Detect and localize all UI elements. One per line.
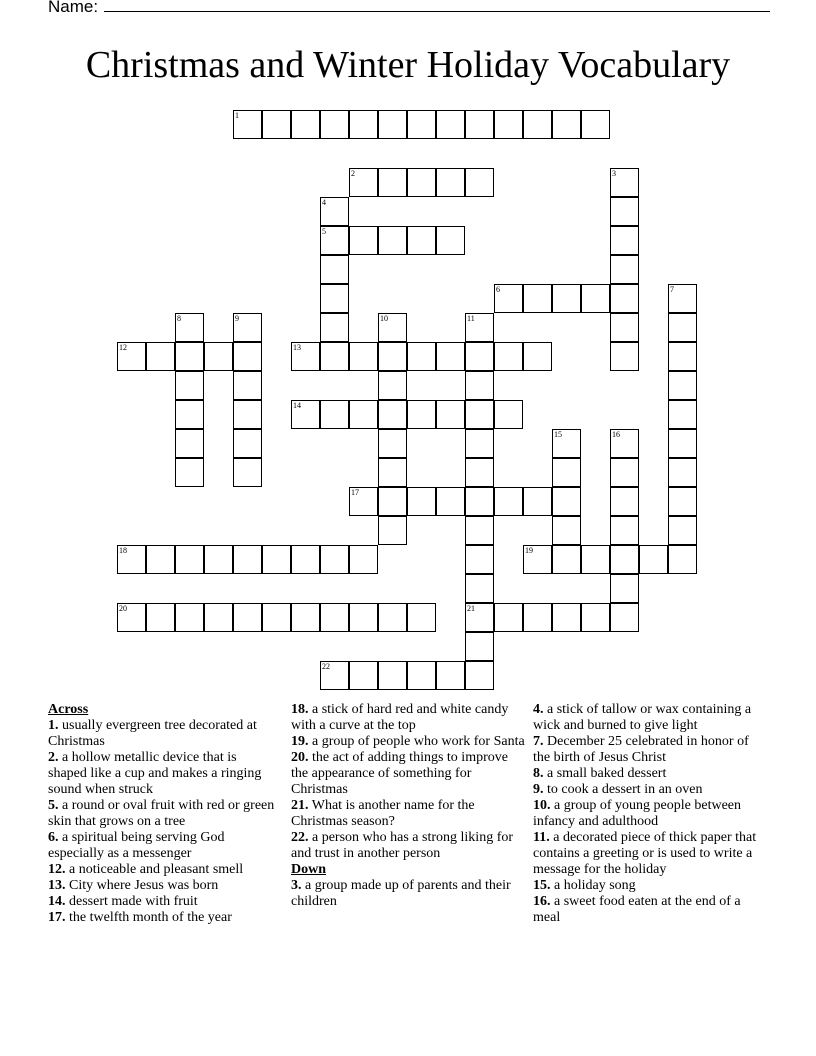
- grid-cell[interactable]: [320, 545, 349, 574]
- grid-cell[interactable]: [465, 603, 494, 632]
- grid-cell[interactable]: [523, 342, 552, 371]
- grid-cell[interactable]: [175, 400, 204, 429]
- clue-item-number: 17.: [48, 910, 66, 925]
- grid-cell[interactable]: [407, 168, 436, 197]
- clue-item-number: 5.: [48, 798, 59, 813]
- clue-item: [48, 718, 278, 750]
- clue-item-number: 11.: [533, 830, 550, 845]
- clue-item-number: 13.: [48, 878, 66, 893]
- grid-cell[interactable]: [320, 661, 349, 690]
- clue-number-5: 5: [322, 227, 326, 236]
- grid-cell[interactable]: [117, 603, 146, 632]
- grid-cell[interactable]: [436, 168, 465, 197]
- grid-cell[interactable]: [320, 197, 349, 226]
- grid-cell[interactable]: [610, 313, 639, 342]
- clue-item-text: a person who has a strong liking for and trust in another person: [291, 830, 514, 861]
- grid-cell[interactable]: [465, 400, 494, 429]
- grid-cell[interactable]: [320, 342, 349, 371]
- clue-item: [291, 750, 527, 798]
- grid-cell[interactable]: [581, 110, 610, 139]
- clue-item-text: a holiday song: [550, 878, 636, 893]
- grid-cell[interactable]: [610, 574, 639, 603]
- grid-cell[interactable]: [494, 110, 523, 139]
- clue-item-number: 1.: [48, 718, 59, 733]
- clue-item-text: a decorated piece of thick paper that contains a greeting or is used to write a message for the holiday: [533, 830, 757, 877]
- clue-item-number: 6.: [48, 830, 59, 845]
- grid-cell[interactable]: [523, 284, 552, 313]
- grid-cell[interactable]: [233, 603, 262, 632]
- clue-item: [48, 878, 278, 894]
- grid-cell[interactable]: [407, 110, 436, 139]
- grid-cell[interactable]: [262, 545, 291, 574]
- clue-item-number: 10.: [533, 798, 551, 813]
- clue-item-number: 4.: [533, 702, 544, 717]
- grid-cell[interactable]: [349, 545, 378, 574]
- clue-item-number: 8.: [533, 766, 544, 781]
- grid-cell[interactable]: [291, 400, 320, 429]
- clue-item: [291, 734, 527, 750]
- grid-cell[interactable]: [552, 545, 581, 574]
- grid-cell[interactable]: [610, 168, 639, 197]
- grid-cell[interactable]: [204, 342, 233, 371]
- clue-item-text: a sweet food eaten at the end of a meal: [533, 894, 741, 925]
- clue-item-text: a round or oval fruit with red or green skin that grows on a tree: [48, 798, 275, 829]
- grid-cell[interactable]: [668, 429, 697, 458]
- grid-cell[interactable]: [291, 110, 320, 139]
- grid-cell[interactable]: [349, 168, 378, 197]
- grid-cell[interactable]: [436, 661, 465, 690]
- grid-cell[interactable]: [204, 545, 233, 574]
- clue-item: [48, 830, 278, 862]
- grid-cell[interactable]: [552, 429, 581, 458]
- clue-item-text: a noticeable and pleasant smell: [65, 862, 244, 877]
- grid-cell[interactable]: [175, 313, 204, 342]
- clue-item-text: a hollow metallic device that is shaped like a cup and makes a ringing sound when struck: [48, 750, 262, 797]
- grid-cell[interactable]: [581, 545, 610, 574]
- grid-cell[interactable]: [175, 603, 204, 632]
- clue-column-3: [533, 702, 761, 926]
- grid-cell[interactable]: [378, 458, 407, 487]
- grid-cell[interactable]: [117, 545, 146, 574]
- clue-number-2: 2: [351, 169, 355, 178]
- grid-cell[interactable]: [146, 545, 175, 574]
- grid-cell[interactable]: [378, 400, 407, 429]
- grid-cell[interactable]: [668, 313, 697, 342]
- grid-cell[interactable]: [552, 603, 581, 632]
- grid-cell[interactable]: [378, 661, 407, 690]
- clue-item: [533, 894, 761, 926]
- clue-column-1: [48, 702, 278, 926]
- clue-item-text: a stick of hard red and white candy with a curve at the top: [291, 702, 509, 733]
- grid-cell[interactable]: [668, 487, 697, 516]
- clue-number-11: 11: [467, 314, 475, 323]
- grid-cell[interactable]: [465, 458, 494, 487]
- grid-cell[interactable]: [465, 661, 494, 690]
- grid-cell[interactable]: [349, 661, 378, 690]
- clue-number-17: 17: [351, 488, 359, 497]
- grid-cell[interactable]: [378, 110, 407, 139]
- clue-item-text: dessert made with fruit: [65, 894, 198, 909]
- clue-item: [291, 798, 527, 830]
- grid-cell[interactable]: [233, 110, 262, 139]
- clue-number-14: 14: [293, 401, 301, 410]
- clue-item-text: a small baked dessert: [543, 766, 667, 781]
- grid-cell[interactable]: [175, 429, 204, 458]
- clue-item-text: to cook a dessert in an oven: [543, 782, 703, 797]
- grid-cell[interactable]: [436, 487, 465, 516]
- grid-cell[interactable]: [378, 429, 407, 458]
- grid-cell[interactable]: [668, 516, 697, 545]
- grid-cell[interactable]: [494, 487, 523, 516]
- grid-cell[interactable]: [407, 661, 436, 690]
- clue-number-18: 18: [119, 546, 127, 555]
- clue-number-1: 1: [235, 111, 239, 120]
- clue-item: [48, 862, 278, 878]
- grid-cell[interactable]: [610, 429, 639, 458]
- grid-cell[interactable]: [610, 197, 639, 226]
- grid-cell[interactable]: [494, 342, 523, 371]
- grid-cell[interactable]: [320, 284, 349, 313]
- grid-cell[interactable]: [552, 284, 581, 313]
- grid-cell[interactable]: [378, 516, 407, 545]
- grid-cell[interactable]: [233, 342, 262, 371]
- clue-item-number: 3.: [291, 878, 302, 893]
- clue-item: [533, 830, 761, 878]
- grid-cell[interactable]: [378, 603, 407, 632]
- grid-cell[interactable]: [233, 371, 262, 400]
- grid-cell[interactable]: [668, 545, 697, 574]
- grid-cell[interactable]: [320, 255, 349, 284]
- grid-cell[interactable]: [436, 226, 465, 255]
- grid-cell[interactable]: [175, 458, 204, 487]
- grid-cell[interactable]: [494, 603, 523, 632]
- clue-number-20: 20: [119, 604, 127, 613]
- clue-item-number: 19.: [291, 734, 309, 749]
- grid-cell[interactable]: [349, 603, 378, 632]
- grid-cell[interactable]: [146, 342, 175, 371]
- grid-cell[interactable]: [523, 603, 552, 632]
- grid-cell[interactable]: [320, 226, 349, 255]
- grid-cell[interactable]: [494, 400, 523, 429]
- grid-cell[interactable]: [465, 342, 494, 371]
- clue-number-12: 12: [119, 343, 127, 352]
- clue-item-text: a spiritual being serving God especially as a messenger: [48, 830, 225, 861]
- grid-cell[interactable]: [668, 458, 697, 487]
- grid-cell[interactable]: [349, 226, 378, 255]
- clue-item: [533, 798, 761, 830]
- grid-cell[interactable]: [465, 516, 494, 545]
- grid-cell[interactable]: [407, 400, 436, 429]
- clue-number-8: 8: [177, 314, 181, 323]
- grid-cell[interactable]: [349, 400, 378, 429]
- grid-cell[interactable]: [233, 400, 262, 429]
- grid-cell[interactable]: [378, 313, 407, 342]
- grid-cell[interactable]: [552, 487, 581, 516]
- grid-cell[interactable]: [523, 110, 552, 139]
- grid-cell[interactable]: [233, 545, 262, 574]
- name-label: Name:: [48, 0, 99, 16]
- grid-cell[interactable]: [378, 487, 407, 516]
- grid-cell[interactable]: [436, 400, 465, 429]
- clue-item: [533, 878, 761, 894]
- clue-item-number: 2.: [48, 750, 59, 765]
- clue-item: [533, 766, 761, 782]
- clue-item-number: 9.: [533, 782, 544, 797]
- grid-cell[interactable]: [610, 603, 639, 632]
- grid-cell[interactable]: [668, 342, 697, 371]
- grid-cell[interactable]: [668, 284, 697, 313]
- clue-number-6: 6: [496, 285, 500, 294]
- clue-number-13: 13: [293, 343, 301, 352]
- clue-number-22: 22: [322, 662, 330, 671]
- grid-cell[interactable]: [581, 603, 610, 632]
- clue-item-text: a group of young people between infancy and adulthood: [533, 798, 741, 829]
- clue-number-16: 16: [612, 430, 620, 439]
- grid-cell[interactable]: [175, 371, 204, 400]
- clue-heading-across: Across: [48, 702, 89, 717]
- grid-cell[interactable]: [610, 458, 639, 487]
- grid-cell[interactable]: [610, 342, 639, 371]
- grid-cell[interactable]: [465, 313, 494, 342]
- grid-cell[interactable]: [407, 342, 436, 371]
- grid-cell[interactable]: [291, 603, 320, 632]
- clue-item-number: 21.: [291, 798, 309, 813]
- grid-cell[interactable]: [610, 545, 639, 574]
- grid-cell[interactable]: [523, 487, 552, 516]
- grid-cell[interactable]: [320, 110, 349, 139]
- grid-cell[interactable]: [204, 603, 233, 632]
- grid-cell[interactable]: [349, 487, 378, 516]
- clue-item-number: 12.: [48, 862, 66, 877]
- grid-cell[interactable]: [262, 603, 291, 632]
- clue-item: [48, 910, 278, 926]
- grid-cell[interactable]: [378, 342, 407, 371]
- clue-number-21: 21: [467, 604, 475, 613]
- grid-cell[interactable]: [610, 226, 639, 255]
- grid-cell[interactable]: [552, 110, 581, 139]
- grid-cell[interactable]: [465, 574, 494, 603]
- grid-cell[interactable]: [146, 603, 175, 632]
- grid-cell[interactable]: [552, 458, 581, 487]
- grid-cell[interactable]: [175, 545, 204, 574]
- clue-number-19: 19: [525, 546, 533, 555]
- grid-cell[interactable]: [610, 255, 639, 284]
- clue-item-number: 15.: [533, 878, 551, 893]
- grid-cell[interactable]: [349, 110, 378, 139]
- clue-heading-down: Down: [291, 862, 327, 877]
- grid-cell[interactable]: [175, 342, 204, 371]
- grid-cell[interactable]: [552, 516, 581, 545]
- clue-item: [291, 702, 527, 734]
- clue-item: [48, 798, 278, 830]
- clue-number-9: 9: [235, 314, 239, 323]
- grid-cell[interactable]: [407, 226, 436, 255]
- clue-item-text: the act of adding things to improve the appearance of something for Christmas: [291, 750, 508, 797]
- grid-cell[interactable]: [233, 429, 262, 458]
- page-title: Christmas and Winter Holiday Vocabulary: [85, 44, 731, 86]
- grid-cell[interactable]: [436, 110, 465, 139]
- grid-cell[interactable]: [117, 342, 146, 371]
- clue-item-number: 14.: [48, 894, 66, 909]
- grid-cell[interactable]: [465, 545, 494, 574]
- grid-cell[interactable]: [494, 284, 523, 313]
- clue-number-3: 3: [612, 169, 616, 178]
- grid-cell[interactable]: [581, 284, 610, 313]
- clue-number-10: 10: [380, 314, 388, 323]
- grid-cell[interactable]: [465, 168, 494, 197]
- clue-item-text: a group made up of parents and their children: [291, 878, 511, 909]
- clue-item-number: 18.: [291, 702, 309, 717]
- grid-cell[interactable]: [378, 168, 407, 197]
- clue-item: [533, 734, 761, 766]
- clue-item-text: What is another name for the Christmas season?: [291, 798, 475, 829]
- clue-item-number: 20.: [291, 750, 309, 765]
- grid-cell[interactable]: [320, 400, 349, 429]
- grid-cell[interactable]: [233, 458, 262, 487]
- grid-cell[interactable]: [465, 632, 494, 661]
- grid-cell[interactable]: [378, 226, 407, 255]
- clue-item-text: a stick of tallow or wax containing a wick and burned to give light: [533, 702, 752, 733]
- clue-item: [533, 702, 761, 734]
- grid-cell[interactable]: [610, 284, 639, 313]
- grid-cell[interactable]: [291, 342, 320, 371]
- grid-cell[interactable]: [668, 371, 697, 400]
- grid-cell[interactable]: [233, 313, 262, 342]
- clue-item: [291, 878, 527, 910]
- grid-cell[interactable]: [320, 313, 349, 342]
- grid-cell[interactable]: [668, 400, 697, 429]
- clue-item-text: City where Jesus was born: [65, 878, 219, 893]
- grid-cell[interactable]: [291, 545, 320, 574]
- grid-cell[interactable]: [523, 545, 552, 574]
- clue-column-2: [291, 702, 527, 910]
- clue-number-4: 4: [322, 198, 326, 207]
- clue-item-text: a group of people who work for Santa: [308, 734, 525, 749]
- grid-cell[interactable]: [610, 516, 639, 545]
- clue-item-number: 7.: [533, 734, 544, 749]
- grid-cell[interactable]: [320, 603, 349, 632]
- grid-cell[interactable]: [465, 371, 494, 400]
- grid-cell[interactable]: [349, 342, 378, 371]
- grid-cell[interactable]: [465, 487, 494, 516]
- clue-number-7: 7: [670, 285, 674, 294]
- clue-item: [48, 894, 278, 910]
- clue-number-15: 15: [554, 430, 562, 439]
- grid-cell[interactable]: [262, 110, 291, 139]
- grid-cell[interactable]: [610, 487, 639, 516]
- clue-item-number: 16.: [533, 894, 551, 909]
- grid-cell[interactable]: [407, 603, 436, 632]
- grid-cell[interactable]: [436, 342, 465, 371]
- clue-item: [533, 782, 761, 798]
- grid-cell[interactable]: [465, 110, 494, 139]
- clue-item-text: December 25 celebrated in honor of the birth of Jesus Christ: [533, 734, 749, 765]
- grid-cell[interactable]: [378, 371, 407, 400]
- grid-cell[interactable]: [407, 487, 436, 516]
- clue-item-number: 22.: [291, 830, 309, 845]
- grid-cell[interactable]: [465, 429, 494, 458]
- clue-item: [291, 830, 527, 862]
- grid-cell[interactable]: [639, 545, 668, 574]
- clue-item: [48, 750, 278, 798]
- clue-item-text: the twelfth month of the year: [65, 910, 232, 925]
- clue-item-text: usually evergreen tree decorated at Christmas: [48, 718, 257, 749]
